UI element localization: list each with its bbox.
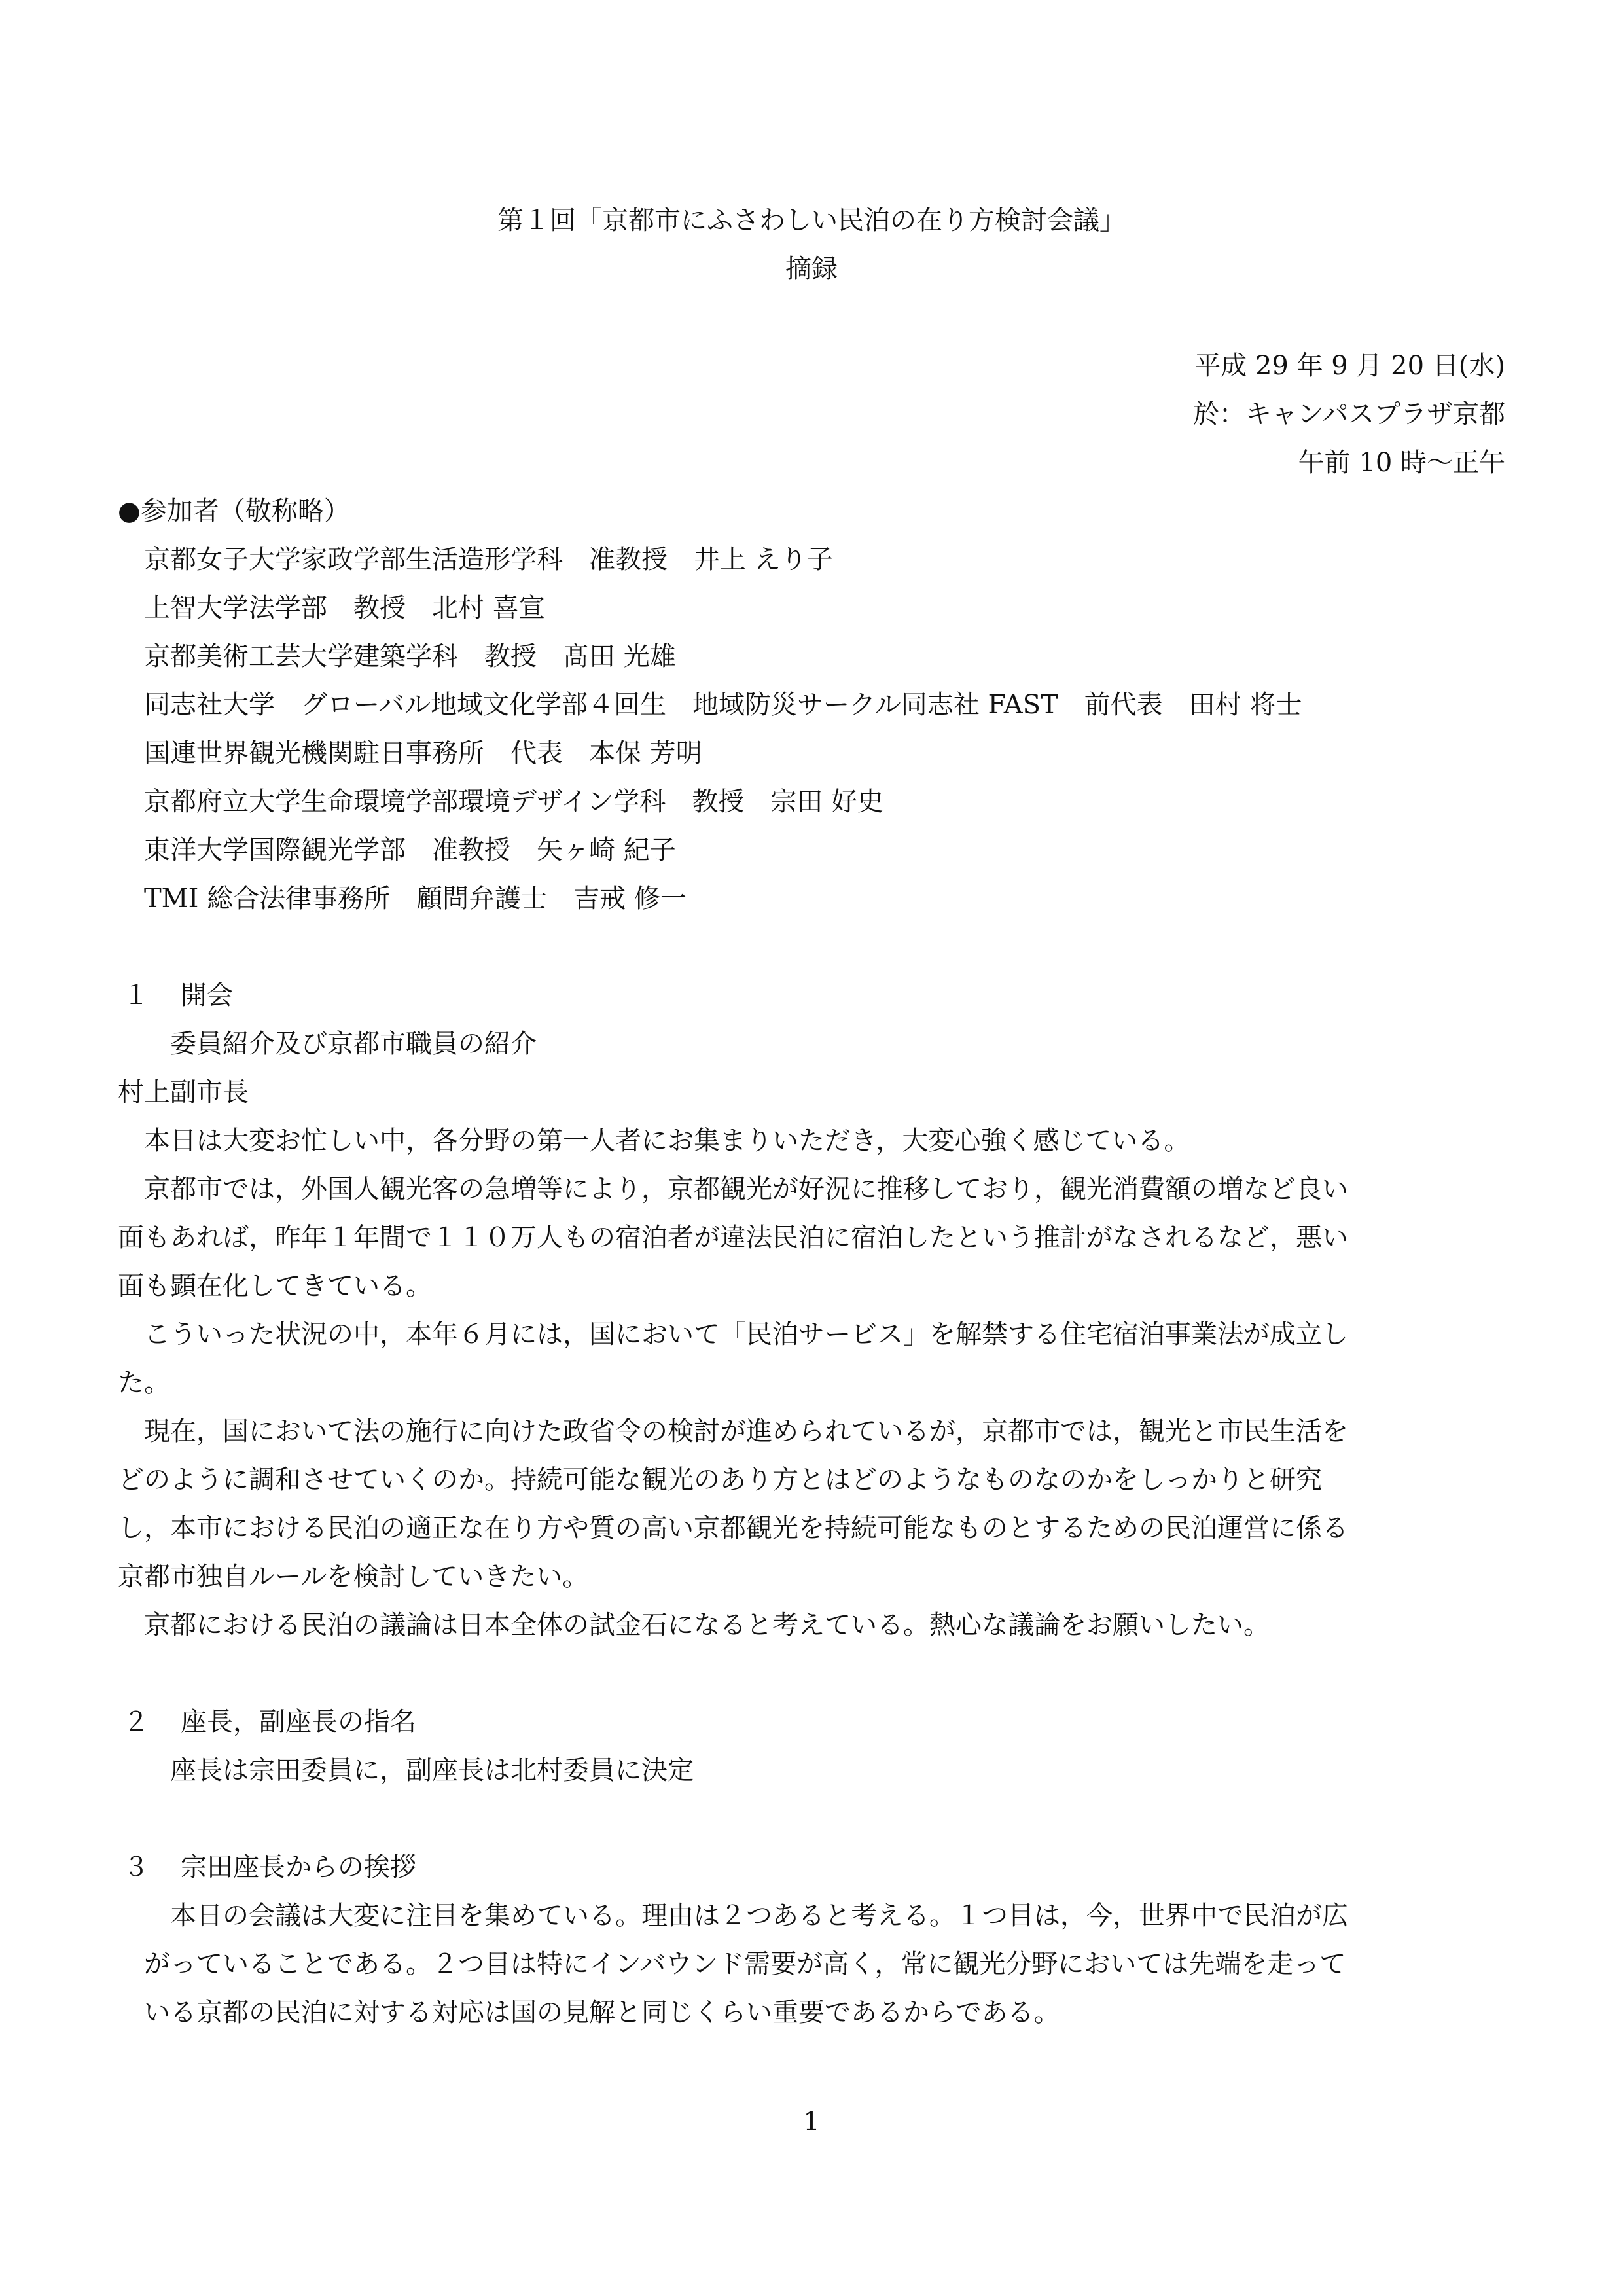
body-line: し，本市における民泊の適正な在り方や質の高い京都観光を持続可能なものとするための民泊運営に係る	[118, 1513, 1348, 1543]
participant-item: 東洋大学国際観光学部 准教授 矢ヶ崎 紀子	[144, 835, 676, 865]
body-line: 本日の会議は大変に注目を集めている。理由は２つあると考える。１つ目は，今，世界中で民泊が広	[170, 1901, 1348, 1931]
section-heading	[118, 1843, 1505, 1892]
body-line: いる京都の民泊に対する対応は国の見解と同じくらい重要であるからである。	[144, 1998, 1060, 2028]
meeting-time: 午前 10 時～正午	[1298, 448, 1505, 478]
document-body	[118, 487, 1505, 2037]
meeting-date: 平成 29 年 9 月 20 日(水)	[1194, 351, 1505, 381]
meeting-meta	[1193, 342, 1505, 487]
participant-item: 上智大学法学部 教授 北村 喜宣	[144, 593, 545, 623]
body-line: こういった状況の中，本年６月には，国において「民泊サービス」を解禁する住宅宿泊事業法が成立し	[144, 1319, 1348, 1350]
body-line: がっていることである。２つ目は特にインバウンド需要が高く，常に観光分野においては先端を走って	[144, 1949, 1346, 1979]
body-line: 本日は大変お忙しい中，各分野の第一人者にお集まりいただき，大変心強く感じている。	[144, 1126, 1190, 1156]
section-sub: 委員紹介及び京都市職員の紹介	[170, 1029, 537, 1059]
body-line: 京都市では，外国人観光客の急増等により，京都観光が好況に推移しており，観光消費額の増など良い	[144, 1174, 1348, 1204]
meeting-venue: 於：キャンパスプラザ京都	[1192, 399, 1505, 429]
section-title: 座長，副座長の指名	[181, 1707, 416, 1737]
participant-item: 京都美術工芸大学建築学科 教授 髙田 光雄	[144, 641, 676, 672]
participant-item: TMI 総合法律事務所 顧問弁護士 吉戒 修一	[144, 884, 687, 914]
body-line: 座長は宗田委員に，副座長は北村委員に決定	[170, 1755, 694, 1785]
body-line: た。	[118, 1368, 170, 1398]
body-line: 面も顕在化してきている。	[118, 1271, 432, 1301]
section-heading	[118, 971, 1505, 1020]
section-number: ２	[123, 1707, 149, 1737]
participant-item: 同志社大学 グローバル地域文化学部４回生 地域防災サークル同志社 FAST 前代表 田村 将士	[144, 690, 1302, 720]
participant-item: 京都女子大学家政学部生活造形学科 准教授 井上 えり子	[144, 545, 833, 575]
speaker-name: 村上副市長	[118, 1077, 249, 1107]
document-subtitle: 摘録	[785, 254, 838, 284]
participant-item: 国連世界観光機関駐日事務所 代表 本保 芳明	[144, 738, 702, 768]
body-line: 現在，国において法の施行に向けた政省令の検討が進められているが，京都市では，観光と市民生活を	[144, 1416, 1348, 1446]
section-title: 開会	[181, 980, 233, 1011]
participants-heading: ●参加者（敬称略）	[118, 496, 350, 526]
section-number: １	[123, 980, 149, 1011]
body-line: 面もあれば，昨年１年間で１１０万人もの宿泊者が違法民泊に宿泊したという推計がなされるなど，悪い	[118, 1223, 1348, 1253]
section-title: 宗田座長からの挨拶	[181, 1852, 416, 1882]
title-block	[0, 196, 1623, 293]
body-line: 京都市独自ルールを検討していきたい。	[118, 1562, 589, 1592]
participant-item: 京都府立大学生命環境学部環境デザイン学科 教授 宗田 好史	[144, 787, 883, 817]
body-line: どのように調和させていくのか。持続可能な観光のあり方とはどのようなものなのかをしっかりと研究	[118, 1465, 1322, 1495]
document-title: 第１回「京都市にふさわしい民泊の在り方検討会議」	[497, 206, 1126, 236]
page-number: 1	[803, 2107, 820, 2137]
body-line: 京都における民泊の議論は日本全体の試金石になると考えている。熱心な議論をお願いしたい。	[144, 1610, 1270, 1640]
section-heading	[118, 1698, 1505, 1746]
section-number: ３	[123, 1852, 149, 1882]
